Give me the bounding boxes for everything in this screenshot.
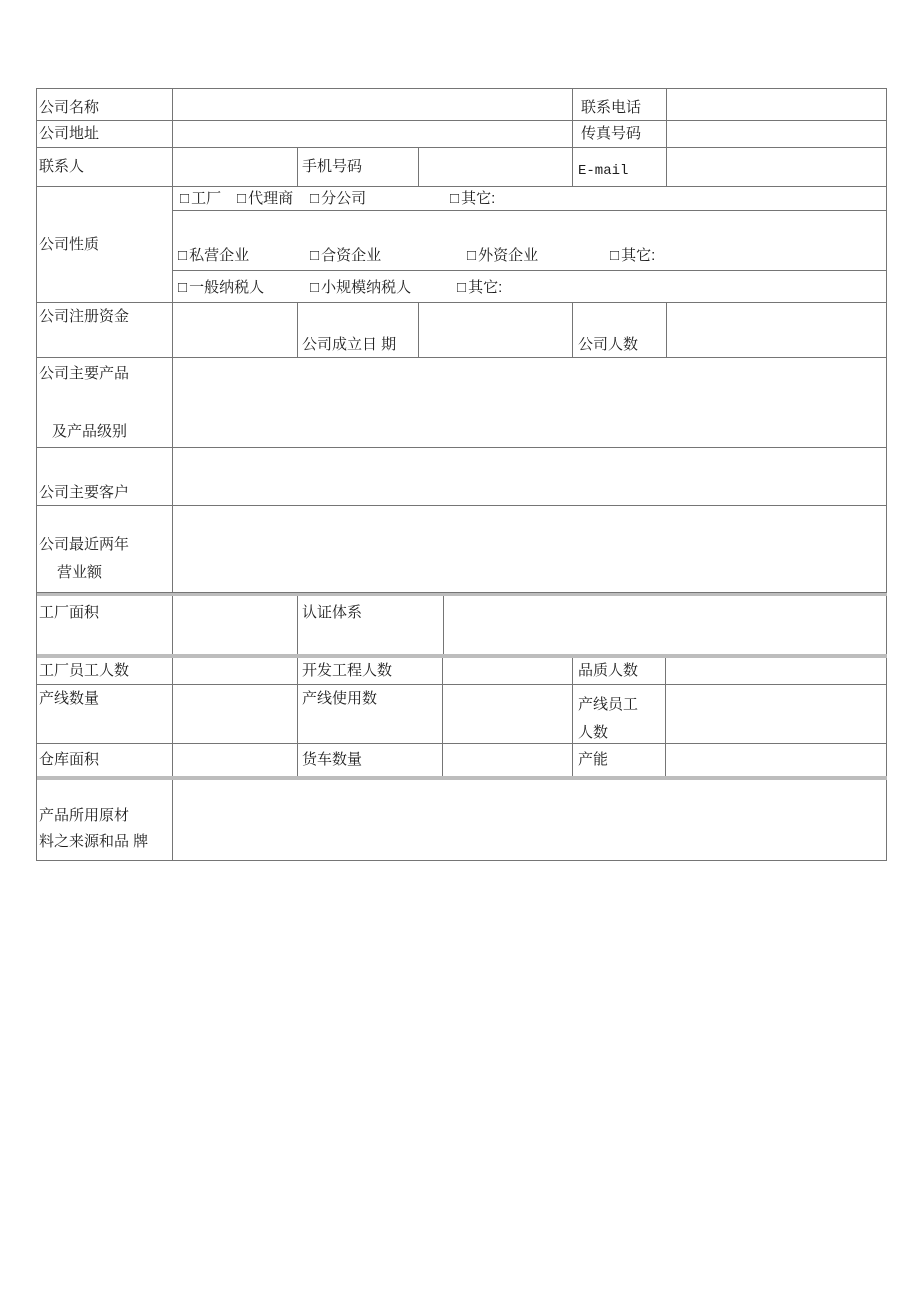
founded-date-field[interactable] [419,303,573,358]
checkbox-label: 其它: [461,190,496,207]
checkbox-icon: □ [467,247,477,264]
quality-staff-label: 品质人数 [573,658,666,685]
warehouse-area-label: 仓库面积 [37,744,173,776]
revenue-field[interactable] [173,506,887,593]
checkbox-icon: □ [610,247,620,264]
fax-label: 传真号码 [573,121,667,148]
factory-staff-label: 工厂员工人数 [37,658,173,685]
materials-label [37,780,173,861]
lines-in-use-field[interactable] [443,685,573,744]
main-customers-field[interactable] [173,448,887,506]
company-nature-label: 公司性质 [37,187,173,303]
checkbox-factory[interactable] [180,190,221,207]
main-products-label [37,358,173,448]
checkbox-label: 其它: [468,279,503,296]
warehouse-area-field[interactable] [173,744,298,776]
materials-label-line1: 产品所用原材 [39,807,130,824]
checkbox-icon: □ [310,247,320,264]
main-products-label-line1: 公司主要产品 [39,365,130,382]
factory-area-field[interactable] [173,596,298,654]
company-name-label: 公司名称 [37,89,173,121]
contact-phone-field[interactable] [667,89,887,121]
checkbox-icon: □ [310,190,320,207]
lines-in-use-label: 产线使用数 [298,685,443,744]
registered-capital-field[interactable] [173,303,298,358]
checkbox-small-scale-taxpayer[interactable] [310,279,411,296]
nature-options-row-3 [173,271,887,303]
company-address-field[interactable] [173,121,573,148]
contact-person-label: 联系人 [37,148,173,187]
checkbox-other-type[interactable] [450,190,495,207]
main-customers-label: 公司主要客户 [37,448,173,506]
certification-system-field[interactable] [444,596,887,654]
materials-label-line2: 料之来源和品 牌 [39,833,149,850]
checkbox-icon: □ [457,279,467,296]
company-name-field[interactable] [173,89,573,121]
line-staff-field[interactable] [666,685,887,744]
registered-capital-label: 公司注册资金 [37,303,173,358]
checkbox-label: 外资企业 [478,247,539,264]
capacity-field[interactable] [666,744,887,776]
main-products-label-line2: 及产品级别 [52,423,128,440]
rd-engineers-field[interactable] [443,658,573,685]
line-staff-label [573,685,666,744]
checkbox-label: 分公司 [321,190,367,207]
email-field[interactable] [667,148,887,187]
mobile-label: 手机号码 [298,148,419,187]
line-count-field[interactable] [173,685,298,744]
checkbox-label: 工厂 [191,190,222,207]
checkbox-general-taxpayer[interactable] [178,279,264,296]
headcount-field[interactable] [667,303,887,358]
contact-person-field[interactable] [173,148,298,187]
line-staff-label-line2: 人数 [578,724,609,741]
checkbox-label: 其它: [621,247,656,264]
email-label: E-mail [573,148,667,187]
checkbox-label: 代理商 [248,190,294,207]
factory-area-label: 工厂面积 [37,596,173,654]
main-products-field[interactable] [173,358,887,448]
checkbox-label: 一般纳税人 [189,279,265,296]
checkbox-icon: □ [450,190,460,207]
nature-options-row-2 [173,211,887,271]
checkbox-icon: □ [310,279,320,296]
revenue-label [37,506,173,593]
checkbox-foreign-enterprise[interactable] [467,247,538,264]
truck-count-label: 货车数量 [298,744,443,776]
checkbox-joint-venture[interactable] [310,247,381,264]
checkbox-label: 合资企业 [321,247,382,264]
checkbox-icon: □ [178,247,188,264]
checkbox-icon: □ [237,190,247,207]
company-address-label: 公司地址 [37,121,173,148]
founded-date-label: 公司成立日 期 [298,303,419,358]
checkbox-label: 私营企业 [189,247,250,264]
rd-engineers-label: 开发工程人数 [298,658,443,685]
mobile-field[interactable] [419,148,573,187]
checkbox-icon: □ [178,279,188,296]
fax-field[interactable] [667,121,887,148]
checkbox-agent[interactable] [237,190,293,207]
contact-phone-label: 联系电话 [573,89,667,121]
factory-staff-field[interactable] [173,658,298,685]
line-staff-label-line1: 产线员工 [578,696,639,713]
headcount-label: 公司人数 [573,303,667,358]
company-info-table [36,88,887,861]
revenue-label-line1: 公司最近两年 [39,536,130,553]
certification-label: 认证体系 [298,596,444,654]
line-count-label: 产线数量 [37,685,173,744]
nature-options-row-1 [173,187,887,211]
checkbox-icon: □ [180,190,190,207]
checkbox-other-enterprise[interactable] [610,247,655,264]
checkbox-label: 小规模纳税人 [321,279,412,296]
revenue-label-line2: 营业额 [57,564,103,581]
checkbox-private-enterprise[interactable] [178,247,249,264]
truck-count-field[interactable] [443,744,573,776]
capacity-label: 产能 [573,744,666,776]
quality-staff-field[interactable] [666,658,887,685]
checkbox-other-taxpayer[interactable] [457,279,502,296]
materials-field[interactable] [173,780,887,861]
checkbox-branch-company[interactable] [310,190,366,207]
